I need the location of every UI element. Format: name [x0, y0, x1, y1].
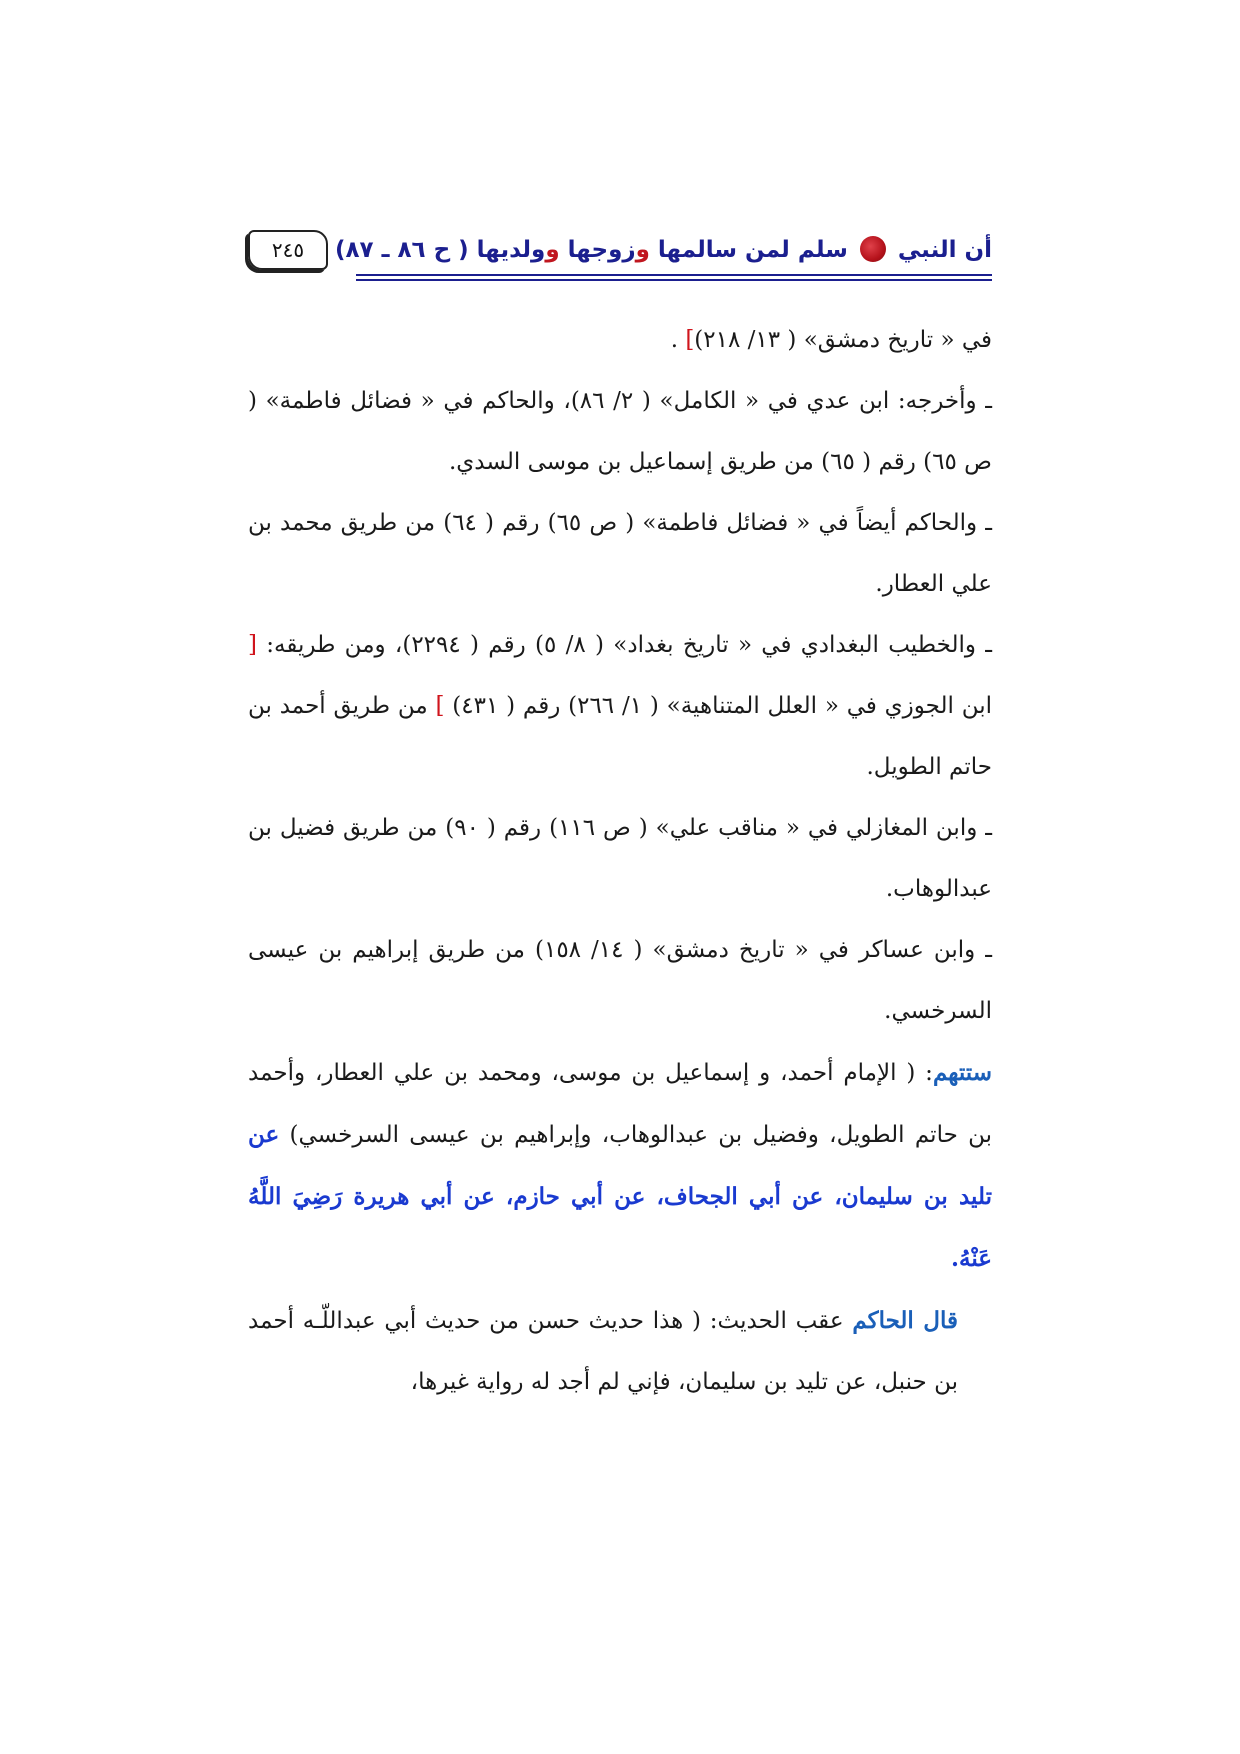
header-rule: [356, 274, 992, 281]
paragraph-4-bracket-open: [: [248, 632, 257, 658]
paragraph-1-bracket: ]: [685, 327, 695, 353]
paragraph-4: [248, 615, 992, 798]
header-title-part5: و: [545, 237, 560, 263]
running-header: [248, 230, 992, 290]
paragraph-4-middle: ابن الجوزي في « العلل المتناهية» ( ١/ ٢٦٦) رقم ( ٤٣١): [444, 693, 993, 719]
paragraph-5: ـ وابن المغازلي في « مناقب علي» ( ص ١١٦) رقم ( ٩٠) من طريق فضيل بن عبدالوهاب.: [248, 815, 992, 902]
header-title-part2: سلم لمن سالمها: [657, 237, 848, 263]
paragraph-7: [248, 1042, 992, 1290]
paragraph-1: [248, 310, 992, 371]
paragraph-3: ـ والحاكم أيضاً في « فضائل فاطمة» ( ص ٦٥) رقم ( ٦٤) من طريق محمد بن علي العطار.: [248, 510, 992, 597]
page-number: ٢٤٥: [248, 230, 328, 270]
header-title-part1: أن النبي: [897, 237, 992, 263]
paragraph-8-text: عقب الحديث: ( هذا حديث حسن من حديث أبي عبداللّـه أحمد بن حنبل، عن تليد بن سليمان، فإني لم أجد له رواية غيرها،: [248, 1308, 958, 1395]
paragraph-2: ـ وأخرجه: ابن عدي في « الكامل» ( ٢/ ٨٦)، والحاكم في « فضائل فاطمة» ( ص ٦٥) رقم ( ٦٥) من طريق إسماعيل بن موسى السدي.: [248, 388, 992, 475]
header-title-part4: زوجها: [567, 237, 636, 263]
paragraph-7-label: ستتهم: [932, 1059, 992, 1086]
paragraph-7-chain: عن تليد بن سليمان، عن أبي الجحاف، عن أبي حازم، عن أبي هريرة رَضِيَ اللَّهُ عَنْهُ.: [248, 1121, 992, 1272]
main-text: [248, 310, 992, 1413]
paragraph-4-bracket-close: ]: [435, 693, 445, 719]
paragraph-1-before: في « تاريخ دمشق» ( ١٣/ ٢١٨): [694, 327, 992, 353]
paragraph-8-label: قال الحاكم: [852, 1307, 958, 1334]
header-title-part3: و: [635, 237, 650, 263]
header-title-part6: ولديها ( ح ٨٦ ـ ٨٧): [335, 237, 546, 263]
header-title: [335, 236, 992, 263]
paragraph-4-before: ـ والخطيب البغدادي في « تاريخ بغداد» ( ٨/ ٥) رقم ( ٢٢٩٤)، ومن طريقه:: [256, 632, 992, 658]
paragraph-7-text: : ( الإمام أحمد، و إسماعيل بن موسى، ومحمد بن علي العطار، وأحمد بن حاتم الطويل، وفضيل بن عبدالوهاب، وإبراهيم بن عيسى السرخسي): [248, 1060, 992, 1148]
salla-seal-icon: [860, 236, 886, 262]
paragraph-8: [248, 1290, 992, 1413]
paragraph-4-after: من طريق أحمد بن حاتم الطويل.: [248, 693, 992, 780]
paragraph-6: ـ وابن عساكر في « تاريخ دمشق» ( ١٤/ ١٥٨) من طريق إبراهيم بن عيسى السرخسي.: [248, 937, 992, 1024]
paragraph-1-after: .: [670, 327, 686, 353]
